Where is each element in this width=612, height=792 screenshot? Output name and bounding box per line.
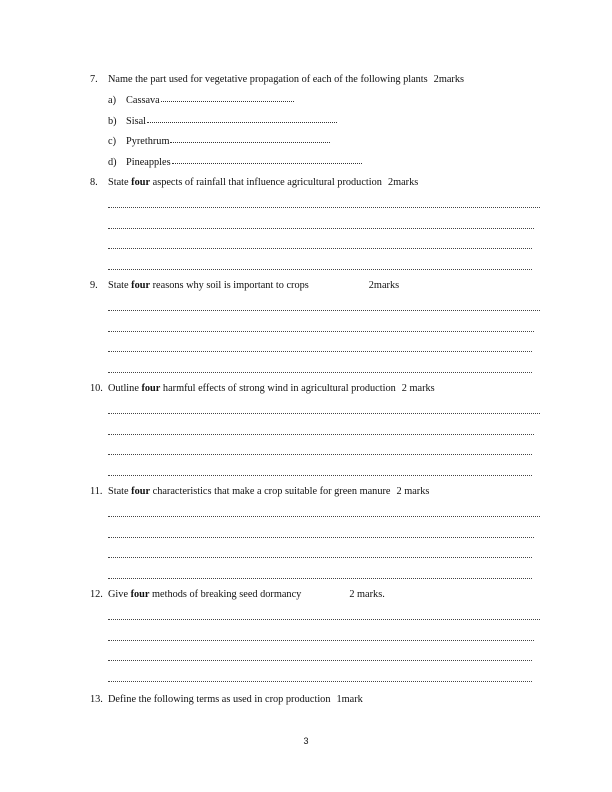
answer-blank[interactable] bbox=[161, 101, 294, 102]
answer-line[interactable] bbox=[108, 228, 534, 229]
question-number: 12. bbox=[90, 589, 103, 600]
question-text: State bbox=[108, 486, 132, 497]
question-13 bbox=[90, 694, 363, 705]
answer-blank[interactable] bbox=[170, 142, 330, 143]
answer-line[interactable] bbox=[108, 413, 540, 414]
answer-line[interactable] bbox=[108, 269, 532, 270]
question-7 bbox=[90, 74, 464, 85]
item-label: d) bbox=[108, 157, 117, 169]
question-marks: 2 marks bbox=[401, 383, 435, 394]
answer-item bbox=[108, 136, 330, 147]
item-text: Pyrethrum bbox=[126, 136, 170, 148]
question-number: 13. bbox=[90, 694, 103, 705]
question-text: Give bbox=[108, 589, 131, 600]
answer-blank[interactable] bbox=[172, 163, 362, 164]
question-emphasis: four bbox=[130, 589, 150, 600]
answer-line[interactable] bbox=[108, 557, 532, 558]
question-text-rest: aspects of rainfall that influence agricultural production bbox=[150, 177, 382, 188]
question-emphasis: four bbox=[131, 177, 151, 188]
item-label: c) bbox=[108, 136, 116, 148]
item-text: Pineapples bbox=[126, 157, 171, 169]
answer-blank[interactable] bbox=[147, 122, 337, 123]
question-number: 8. bbox=[90, 177, 98, 188]
page-number: 3 bbox=[303, 736, 309, 746]
question-text-rest: methods of breaking seed dormancy bbox=[149, 589, 302, 600]
question-text: Name the part used for vegetative propagation of each of the following plants bbox=[108, 74, 428, 85]
answer-line[interactable] bbox=[108, 331, 534, 332]
question-text-rest: characteristics that make a crop suitable for green manure bbox=[150, 486, 391, 497]
question-number: 9. bbox=[90, 280, 98, 291]
item-label: a) bbox=[108, 95, 116, 106]
question-marks: 2marks bbox=[387, 177, 419, 188]
question-12 bbox=[90, 589, 385, 600]
question-text: State bbox=[108, 177, 132, 188]
question-9 bbox=[90, 280, 399, 291]
answer-line[interactable] bbox=[108, 578, 532, 579]
answer-item bbox=[108, 157, 362, 168]
answer-line[interactable] bbox=[108, 619, 540, 620]
answer-line[interactable] bbox=[108, 681, 532, 682]
question-10 bbox=[90, 383, 435, 394]
question-marks: 2marks bbox=[368, 280, 400, 291]
answer-line[interactable] bbox=[108, 248, 532, 249]
answer-line[interactable] bbox=[108, 207, 540, 208]
question-marks: 1mark bbox=[336, 694, 363, 705]
answer-line[interactable] bbox=[108, 454, 532, 455]
answer-line[interactable] bbox=[108, 434, 534, 435]
question-11 bbox=[90, 486, 429, 497]
question-emphasis: four bbox=[131, 280, 151, 291]
item-text: Sisal bbox=[126, 115, 147, 127]
answer-line[interactable] bbox=[108, 516, 540, 517]
question-marks: 2 marks bbox=[396, 486, 430, 497]
question-number: 11. bbox=[90, 486, 103, 497]
question-number: 10. bbox=[90, 383, 103, 394]
answer-line[interactable] bbox=[108, 310, 540, 311]
question-emphasis: four bbox=[141, 383, 161, 394]
answer-item bbox=[108, 95, 294, 106]
question-marks: 2 marks. bbox=[349, 589, 385, 600]
question-text-rest: reasons why soil is important to crops bbox=[150, 280, 309, 291]
question-8 bbox=[90, 177, 418, 188]
answer-item bbox=[108, 116, 337, 127]
question-marks: 2marks bbox=[433, 74, 464, 85]
question-text: State bbox=[108, 280, 132, 291]
question-text: Define the following terms as used in crop production bbox=[108, 694, 331, 705]
item-label: b) bbox=[108, 115, 117, 127]
answer-line[interactable] bbox=[108, 660, 532, 661]
question-text: Outline bbox=[108, 383, 142, 394]
question-text-rest: harmful effects of strong wind in agricultural production bbox=[160, 383, 396, 394]
answer-line[interactable] bbox=[108, 537, 534, 538]
answer-line[interactable] bbox=[108, 475, 532, 476]
answer-line[interactable] bbox=[108, 351, 532, 352]
question-emphasis: four bbox=[131, 486, 151, 497]
answer-line[interactable] bbox=[108, 372, 532, 373]
item-text: Cassava bbox=[126, 95, 160, 106]
answer-line[interactable] bbox=[108, 640, 534, 641]
question-number: 7. bbox=[90, 74, 98, 85]
